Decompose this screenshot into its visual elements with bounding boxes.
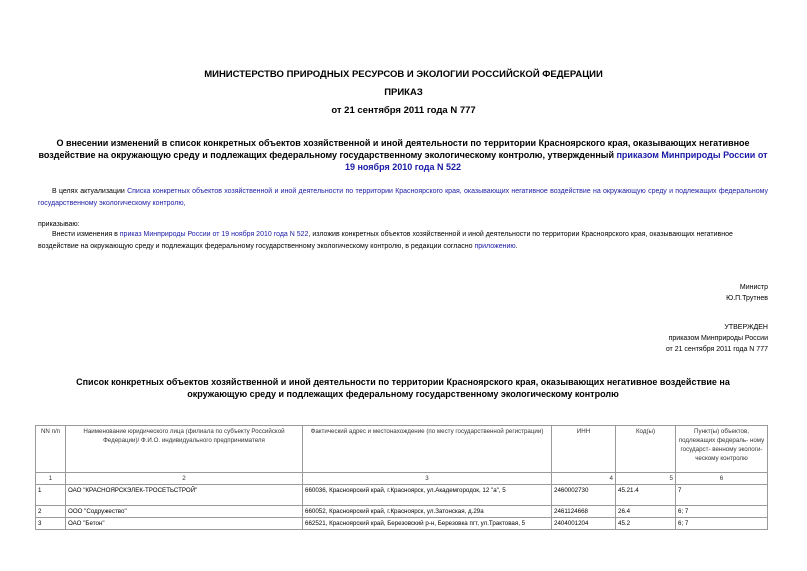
row-points: 6; 7 xyxy=(676,518,768,530)
row-name: ОАО "КРАСНОЯРСКЭЛЕК-ТРОСЕТЬСТРОЙ" xyxy=(66,485,303,506)
row-code: 26.4 xyxy=(616,506,676,518)
order-verb: приказываю: xyxy=(38,221,80,228)
row-points: 7 xyxy=(676,485,768,506)
row-number: 1 xyxy=(36,485,66,506)
row-address: 660052, Красноярский край, г.Красноярск, ул.Затонская, д.29а xyxy=(303,506,552,518)
table-row xyxy=(36,518,768,530)
signature-name: Ю.П.Трутнев xyxy=(726,295,768,302)
row-inn: 2460002730 xyxy=(552,485,616,506)
preamble-prefix: В целях актуализации xyxy=(52,188,125,195)
col-number: 1 xyxy=(36,473,66,485)
list-title: Список конкретных объектов хозяйственной и иной деятельности по территории Красноярского края, оказывающих негативное воздействие на окружающую среду и подлежащих федеральному государственному экологическому контролю xyxy=(76,377,730,399)
table-header-row xyxy=(36,426,768,473)
approved-date: от 21 сентября 2011 года N 777 xyxy=(665,346,768,353)
header-code: Код(ы) xyxy=(616,426,676,473)
preamble-link[interactable]: Списка конкретных объектов хозяйственной и иной деятельности по территории Красноярского края, оказывающих негативное воздействие на окружающую среду и подлежащих федеральному государственному экологическому контролю, xyxy=(38,188,768,207)
table-row xyxy=(36,506,768,518)
preamble xyxy=(38,186,768,210)
row-name: ОАО "Бетон" xyxy=(66,518,303,530)
order-date: от 21 сентября 2011 года N 777 xyxy=(331,105,476,116)
objects-table xyxy=(35,425,768,530)
row-address: 660036, Красноярский край, г.Красноярск, ул.Академгородок, 12 "а", 5 xyxy=(303,485,552,506)
ministry-title: МИНИСТЕРСТВО ПРИРОДНЫХ РЕСУРСОВ И ЭКОЛОГИИ РОССИЙСКОЙ ФЕДЕРАЦИИ xyxy=(204,69,603,80)
order-body-suffix: . xyxy=(515,243,518,250)
table-number-row xyxy=(36,473,768,485)
order-body-link-appendix[interactable]: приложению xyxy=(474,243,516,250)
col-number: 5 xyxy=(616,473,676,485)
col-number: 4 xyxy=(552,473,616,485)
header-nn: NN п/п xyxy=(36,426,66,473)
order-title-link[interactable]: приказом Минприроды России от 19 ноября 2010 года N 522 xyxy=(344,150,768,172)
col-number: 6 xyxy=(676,473,768,485)
row-code: 45.2 xyxy=(616,518,676,530)
col-number: 2 xyxy=(66,473,303,485)
order-body xyxy=(38,229,768,253)
approved-by: приказом Минприроды России xyxy=(668,335,768,342)
row-inn: 2404001204 xyxy=(552,518,616,530)
row-code: 45.21.4 xyxy=(616,485,676,506)
row-number: 2 xyxy=(36,506,66,518)
order-body-middle: , изложив конкретных объектов хозяйственной и иной деятельности по территории Красноярского края, оказывающих негативное воздействие на окружающую среду и подлежащих федеральному государственному экологическому контролю, в редакции согласно xyxy=(38,231,733,250)
row-points: 6; 7 xyxy=(676,506,768,518)
col-number: 3 xyxy=(303,473,552,485)
table-row xyxy=(36,485,768,506)
row-name: ООО "Содружество" xyxy=(66,506,303,518)
order-body-link-522[interactable]: приказ Минприроды России от 19 ноября 2010 года N 522 xyxy=(119,231,309,238)
signature-position: Министр xyxy=(739,284,768,291)
header-inn: ИНН xyxy=(552,426,616,473)
header-name: Наименование юридического лица (филиала по субъекту Российской Федерации)/ Ф.И.О. индивидуального предпринимателя xyxy=(66,426,303,473)
order-title-text: О внесении изменений в список конкретных объектов хозяйственной и иной деятельности по территории Красноярского края, оказывающих негативное воздействие на окружающую среду и подлежащих федеральному государственному экологическому контролю, утвержденный xyxy=(38,138,750,160)
header-points: Пункт(ы) объектов, подлежащих федераль- ному государст- венному экологи- ческому контролю xyxy=(676,426,768,473)
row-number: 3 xyxy=(36,518,66,530)
approved-word: УТВЕРЖДЕН xyxy=(724,324,768,331)
order-title xyxy=(38,137,768,173)
order-heading: ПРИКАЗ xyxy=(384,87,423,98)
header-address: Фактический адрес и местонахождение (по месту государственной регистрации) xyxy=(303,426,552,473)
row-address: 662521, Красноярский край, Березовский р-н, Березовка пгт, ул.Трактовая, 5 xyxy=(303,518,552,530)
row-inn: 2461124668 xyxy=(552,506,616,518)
order-body-prefix: Внести изменения в xyxy=(52,231,118,238)
